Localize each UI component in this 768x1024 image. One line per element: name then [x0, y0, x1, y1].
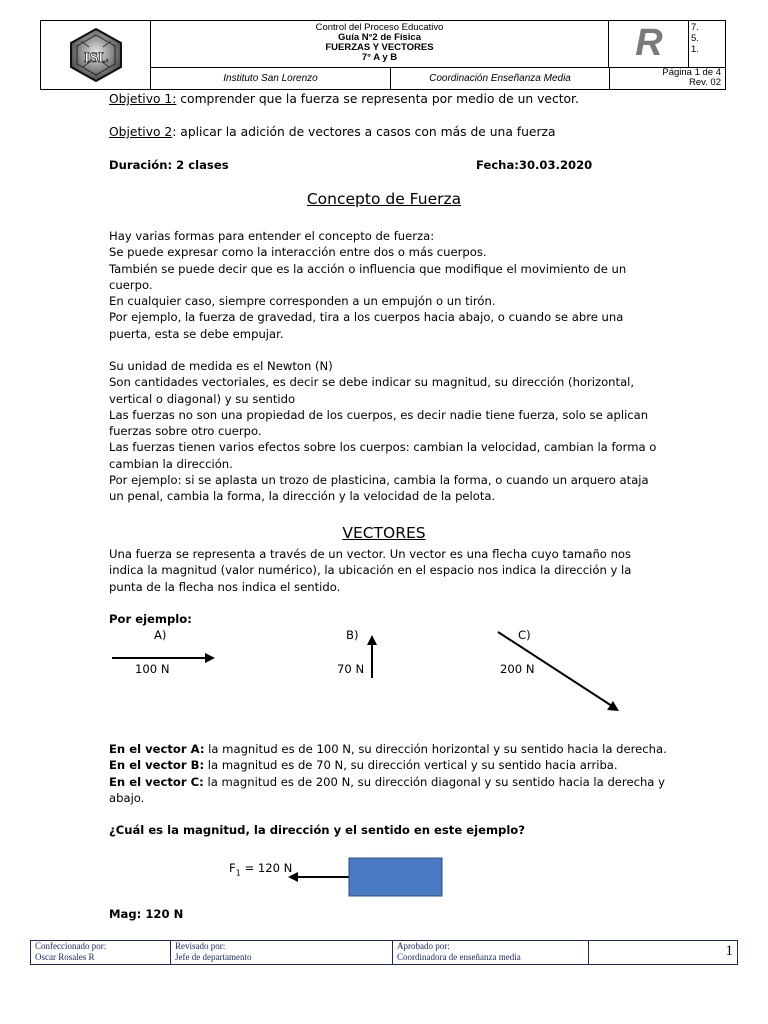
- vector-a-label: A): [154, 628, 167, 642]
- text-line: puerta, esta se debe empujar.: [109, 326, 284, 341]
- text-line: Se puede expresar como la interacción entre dos o más cuerpos.: [109, 245, 487, 260]
- objective-2-text: : aplicar la adición de vectores a casos con más de una fuerza: [172, 125, 556, 139]
- section-title-vectores: VECTORES: [342, 524, 426, 542]
- text-line: Son cantidades vectoriales, es decir se debe indicar su magnitud, su dirección (horizontal,: [109, 375, 635, 390]
- header-line3: FUERZAS Y VECTORES: [325, 42, 434, 53]
- vector-b-value: 70 N: [337, 662, 365, 676]
- text-line: Las fuerzas tienen varios efectos sobre los cuerpos: cambian la velocidad, cambian la forma o: [109, 440, 657, 455]
- objective-1: [109, 91, 579, 107]
- magnitude-answer: Mag: 120 N: [109, 907, 184, 921]
- duration: Duración: 2 clases: [109, 158, 229, 172]
- vector-examples-diagram: [0, 620, 768, 720]
- vector-b-description: En el vector B: la magnitud es de 70 N, su dirección vertical y su sentido hacia arriba.: [109, 758, 618, 773]
- page-info: [609, 68, 725, 89]
- footer-reviewed-by: Revisado por: Jefe de departamento: [171, 941, 393, 964]
- text-line: cuerpo.: [109, 277, 153, 292]
- vector-descriptions: [109, 741, 669, 806]
- document-header: [40, 20, 726, 90]
- institute-name: Instituto San Lorenzo: [151, 68, 391, 89]
- header-line4: 7° A y B: [361, 52, 398, 63]
- text-line: Su unidad de medida es el Newton (N): [109, 359, 333, 373]
- text-line: fuerzas sobre otro cuerpo.: [109, 424, 262, 439]
- coordination-name: Coordinación Enseñanza Media: [429, 73, 571, 84]
- objective-2-label: Objetivo 2: [109, 125, 173, 139]
- footer-page-number: 1: [725, 943, 733, 959]
- footer-prepared-by: Confeccionado por: Oscar Rosales R: [31, 941, 171, 964]
- vector-c-label: C): [518, 628, 531, 642]
- section1-paragraph1: [109, 228, 669, 342]
- text-line: punta de la flecha nos indica el sentido.: [109, 579, 341, 594]
- text-line: Las fuerzas no son una propiedad de los cuerpos, es decir nadie tiene fuerza, solo se aplican: [109, 407, 649, 422]
- date: Fecha:30.03.2020: [476, 158, 593, 172]
- text-line: Hay varias formas para entender el concepto de fuerza:: [109, 229, 435, 243]
- vector-c-value: 200 N: [500, 662, 535, 676]
- brand-cell: [609, 21, 689, 68]
- text-line: indica la magnitud (valor numérico), la ubicación en el espacio nos indica la dirección y la: [109, 563, 632, 578]
- text-line: Una fuerza se representa a través de un vector. Un vector es una flecha cuyo tamaño nos: [109, 547, 632, 561]
- school-logo: [41, 21, 151, 89]
- vector-c-description: En el vector C: la magnitud es de 200 N, su dirección diagonal y su sentido hacia la derecha y: [109, 774, 665, 789]
- text-line: Por ejemplo, la fuerza de gravedad, tira a los cuerpos hacia abajo, o cuando se abre una: [109, 310, 624, 325]
- force-body-box: [349, 858, 442, 896]
- footer-approved-by: Aprobado por: Coordinadora de enseñanza media: [393, 941, 589, 964]
- vector-b-label: B): [346, 628, 359, 642]
- force-diagram: [280, 855, 450, 900]
- section-title-fuerza: Concepto de Fuerza: [306, 190, 462, 208]
- code-line3: 1.: [691, 44, 699, 55]
- objective-1-text: comprender que la fuerza se representa por medio de un vector.: [176, 92, 579, 106]
- text-line: En cualquier caso, siempre corresponden a un empujón o un tirón.: [109, 294, 496, 309]
- section1-paragraph2: [109, 358, 669, 505]
- text-line: un penal, cambia la forma, la dirección y la velocidad de la pelota.: [109, 489, 496, 504]
- vector-a-description: En el vector A: la magnitud es de 100 N, su dirección horizontal y su sentido hacia la derecha.: [109, 742, 667, 756]
- document-footer: [30, 940, 738, 965]
- text-line: También se puede decir que es la acción o influencia que modifique el movimiento de un: [109, 261, 627, 276]
- section2-paragraph1: [109, 546, 669, 595]
- code-line1: 7.: [691, 22, 699, 33]
- question: ¿Cuál es la magnitud, la dirección y el sentido en este ejemplo?: [109, 823, 525, 837]
- title-cell: [151, 21, 609, 68]
- text-line: vertical o diagonal) y su sentido: [109, 391, 296, 406]
- header-line1: Control del Proceso Educativo: [315, 22, 444, 33]
- brand-letter: R: [635, 22, 663, 64]
- example-label: Por ejemplo:: [109, 612, 192, 626]
- page-number-text: Página 1 de 4: [662, 67, 721, 78]
- text-line: Por ejemplo: si se aplasta un trozo de plasticina, cambia la forma, o cuando un arquero ataja: [109, 473, 649, 488]
- code-cell: [689, 21, 725, 68]
- vector-a-arrow: [112, 653, 215, 663]
- vector-b-arrow: [367, 635, 377, 678]
- force-label: $F_1 = 120$ N: [229, 861, 293, 878]
- vector-c-description-cont: abajo.: [109, 790, 145, 805]
- text-line: cambian la dirección.: [109, 456, 233, 471]
- code-line2: 5.: [691, 33, 699, 44]
- brand-logo: [609, 21, 689, 67]
- header-line2: Guía N°2 de Física: [338, 32, 421, 43]
- objective-2: [109, 124, 556, 140]
- vector-a-value: 100 N: [135, 662, 170, 676]
- revision-text: Rev. 02: [688, 77, 721, 88]
- logo-cell: [41, 21, 151, 89]
- logo-text: ISL: [83, 50, 109, 66]
- vector-c-arrow: [498, 632, 619, 711]
- objective-1-label: Objetivo 1:: [109, 92, 177, 106]
